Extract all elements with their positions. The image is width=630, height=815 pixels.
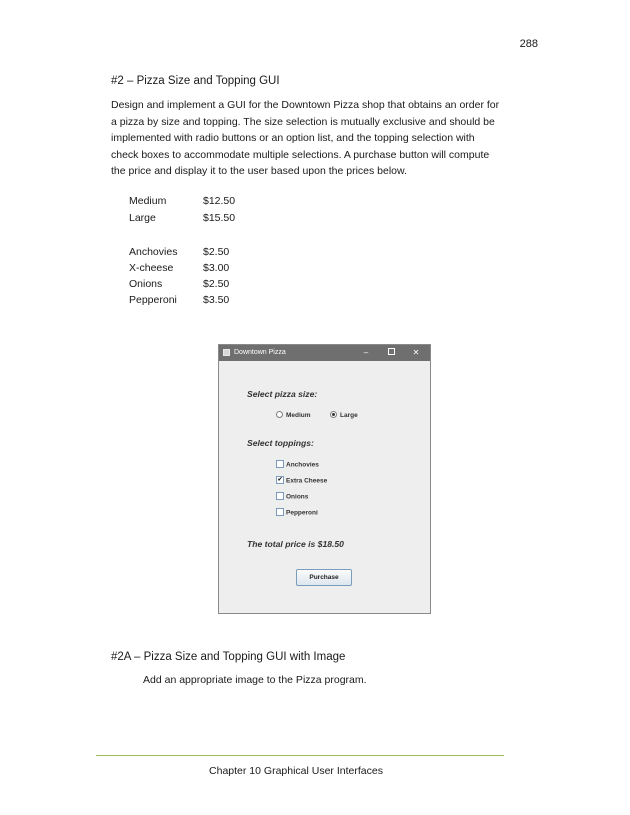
item-name: Anchovies <box>129 246 178 258</box>
checkbox-anchovies[interactable] <box>276 461 319 469</box>
item-name: Large <box>129 212 156 224</box>
window-title: Downtown Pizza <box>234 349 286 356</box>
price-row <box>129 212 235 224</box>
checkbox-icon <box>276 492 284 500</box>
page-number: 288 <box>519 38 538 50</box>
checkbox-pepperoni[interactable] <box>276 509 318 517</box>
item-price: $2.50 <box>203 278 230 290</box>
checkbox-label: Onions <box>286 493 309 501</box>
item-price: $15.50 <box>203 212 236 224</box>
intro-line: implemented with radio buttons or an option list, and the topping selection with <box>111 132 475 144</box>
pizza-app-window <box>218 344 431 614</box>
section-heading: #2 – Pizza Size and Topping GUI <box>111 75 280 87</box>
checkbox-onions[interactable] <box>276 493 308 501</box>
checkbox-icon <box>276 508 284 516</box>
item-name: X-cheese <box>129 262 174 274</box>
footer-text: Chapter 10 Graphical User Interfaces <box>209 765 383 777</box>
toppings-label: Select toppings: <box>247 438 314 448</box>
intro-paragraph <box>111 97 511 180</box>
intro-line: the price and display it to the user based upon the prices below. <box>111 165 407 177</box>
item-price: $2.50 <box>203 246 230 258</box>
radio-label: Medium <box>286 412 311 420</box>
size-label: Select pizza size: <box>247 389 318 399</box>
item-name: Pepperoni <box>129 294 177 306</box>
title-bar[interactable] <box>219 345 430 361</box>
intro-line: a pizza by size and topping. The size selection is mutually exclusive and should be <box>111 115 495 128</box>
item-price: $3.00 <box>203 262 230 274</box>
price-row <box>129 262 229 274</box>
radio-large[interactable] <box>330 412 358 419</box>
item-price: $3.50 <box>203 294 230 306</box>
intro-line: Design and implement a GUI for the Downtown Pizza shop that obtains an order for <box>111 99 500 111</box>
price-row <box>129 278 229 290</box>
checkbox-extra-cheese[interactable] <box>276 477 327 485</box>
radio-unselected-icon <box>276 411 283 418</box>
item-name: Medium <box>129 195 167 207</box>
checkbox-icon <box>276 460 284 468</box>
price-row <box>129 294 229 306</box>
footer-divider <box>96 755 504 756</box>
checkbox-label: Anchovies <box>286 461 319 469</box>
task-text: Add an appropriate image to the Pizza program. <box>143 674 367 686</box>
radio-selected-icon <box>330 411 337 418</box>
close-icon[interactable]: ✕ <box>412 348 420 357</box>
checkbox-label: Pepperoni <box>286 509 318 517</box>
maximize-icon[interactable] <box>384 347 398 359</box>
item-price: $12.50 <box>203 195 236 207</box>
intro-line: check boxes to accommodate multiple selections. A purchase button will compute <box>111 148 490 161</box>
item-name: Onions <box>129 278 163 290</box>
price-row <box>129 246 229 258</box>
checkbox-checked-icon: ✔ <box>277 477 283 483</box>
total-price: The total price is $18.50 <box>247 539 344 549</box>
price-row <box>129 195 235 207</box>
radio-medium[interactable] <box>276 412 311 419</box>
section-heading: #2A – Pizza Size and Topping GUI with Image <box>111 651 346 663</box>
purchase-button[interactable]: Purchase <box>296 569 352 586</box>
radio-label: Large <box>340 412 358 420</box>
minimize-icon[interactable]: – <box>363 348 369 357</box>
checkbox-label: Extra Cheese <box>286 477 328 485</box>
app-icon <box>223 349 230 356</box>
